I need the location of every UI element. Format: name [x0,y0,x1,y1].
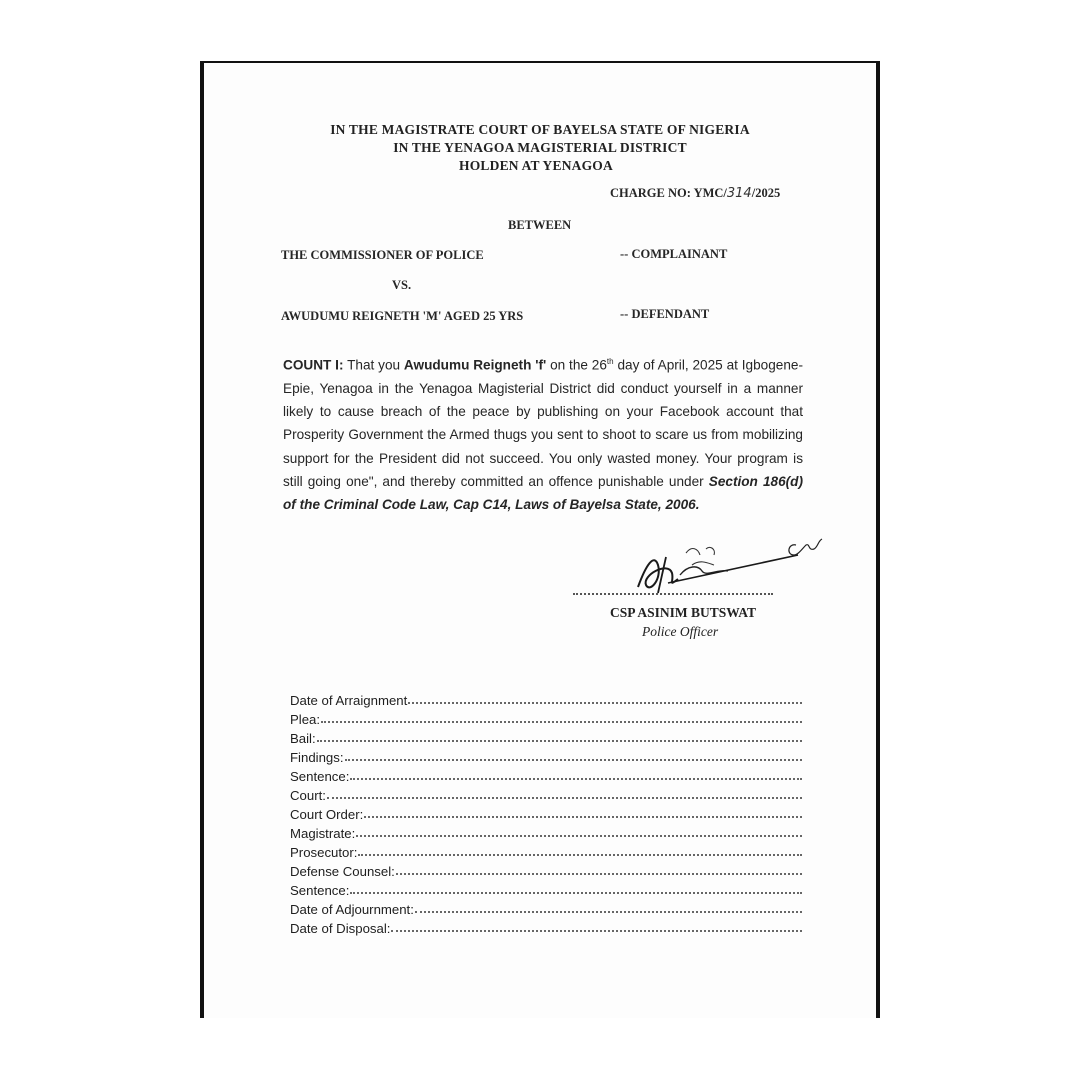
field-blank [321,721,802,723]
field-label: Bail: [290,731,316,746]
defendant-name-inline: Awudumu Reigneth 'f' [403,357,547,373]
field-label: Sentence: [290,883,350,898]
field-findings [290,746,802,765]
field-label: Court: [290,788,326,803]
field-blank [391,930,802,932]
field-plea [290,708,802,727]
ordinal-suffix: th [606,357,614,366]
field-prosecutor [290,841,802,860]
field-blank [358,854,802,856]
field-label: Date of Arraignment [290,693,408,708]
defendant-name: AWUDUMU REIGNETH 'M' AGED 25 YRS [281,309,524,323]
field-magistrate [290,822,802,841]
field-blank [350,892,802,894]
charge-number [610,186,780,201]
holden-title: HOLDEN AT YENAGOA [459,158,613,173]
field-label: Plea: [290,712,321,727]
defendant-role: -- DEFENDANT [620,307,710,321]
field-label: Defense Counsel: [290,864,395,879]
field-blank [415,911,802,913]
count-text-b: on the 26 [550,357,607,373]
field-label: Sentence: [290,769,350,784]
field-sentence [290,765,802,784]
charge-handwritten-number: 314 [726,186,752,201]
count-paragraph [283,350,803,517]
count-text-c: day of April, 2025 at Igbogene-Epie, Yenagoa in the Yenagoa Magisterial District did conduct yourself in a manner likely to cause breach of the peace by publishing on your Facebook account that Prosperity Government the Armed thugs you sent to shoot to scare us from mobilizing support for the President did not succeed. You only wasted money. Your program is still going one", and thereby committed an offence punishable under [283,357,803,490]
field-blank [350,778,802,780]
field-blank [364,816,802,818]
field-label: Magistrate: [290,826,356,841]
field-court [290,784,802,803]
field-blank [317,740,802,742]
field-bail [290,727,802,746]
field-blank [408,702,802,704]
field-court-order [290,803,802,822]
count-label: COUNT I: [283,357,344,373]
field-date-of-disposal [290,917,802,936]
field-blank [327,797,802,799]
field-sentence-2 [290,879,802,898]
page-border-right [876,62,880,1018]
court-title: IN THE MAGISTRATE COURT OF BAYELSA STATE OF NIGERIA [330,122,750,137]
field-blank [396,873,802,875]
signature-line [573,593,773,595]
field-date-of-adjournment [290,898,802,917]
count-text-a: That you [347,357,401,373]
district-title: IN THE YENAGOA MAGISTERIAL DISTRICT [393,140,687,155]
versus-label: VS. [392,278,412,292]
complainant-role: -- COMPLAINANT [620,247,728,261]
field-blank [345,759,802,761]
field-label: Findings: [290,750,344,765]
field-date-of-arraignment [290,689,802,708]
complainant-name: THE COMMISSIONER OF POLICE [281,248,484,262]
officer-name: CSP ASINIM BUTSWAT [610,605,757,620]
court-record-fields [290,689,802,936]
law-section: Section 186(d) of the Criminal Code Law, Cap C14, Laws of Bayelsa State, 2006. [283,474,803,513]
field-defense-counsel [290,860,802,879]
field-label: Prosecutor: [290,845,358,860]
charge-suffix: /2025 [751,186,781,200]
officer-title: Police Officer [642,624,719,639]
field-label: Court Order: [290,807,364,822]
field-label: Date of Adjournment: [290,902,414,917]
field-label: Date of Disposal: [290,921,391,936]
charge-prefix: CHARGE NO: YMC/ [610,186,727,200]
field-blank [356,835,802,837]
between-label: BETWEEN [508,218,572,232]
